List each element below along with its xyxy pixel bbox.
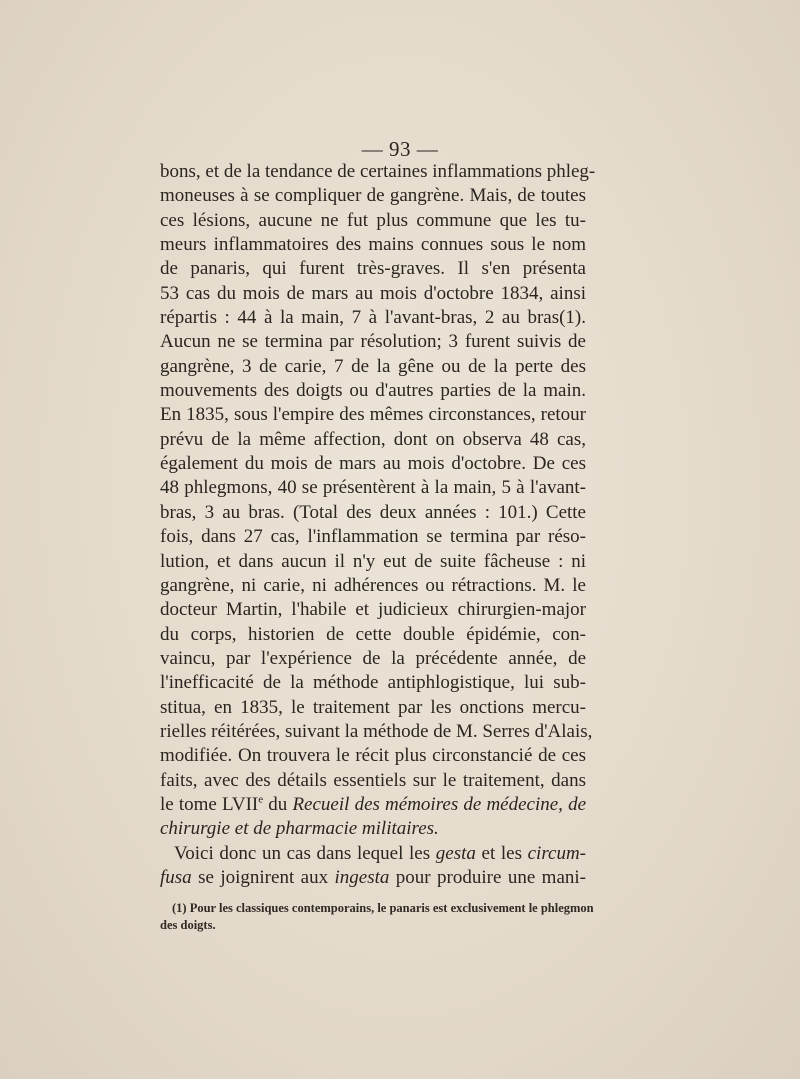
footnote-line: (1) Pour les classiques contemporains, le panaris est exclusivement le phlegmon [172,901,594,915]
text-line: lution, et dans aucun il n'y eut de suite fâcheuse : ni [160,550,586,572]
text-line [160,842,586,866]
text-segment: du [263,793,293,815]
text-line: Aucun ne se termina par résolution; 3 furent suivis de [160,331,586,353]
italic-title: Recueil des mémoires de médecine, de [292,793,587,815]
text-line: également du mois de mars au mois d'octobre. De ces [160,453,586,475]
text-line: fois, dans 27 cas, l'inflammation se termina par réso- [160,526,586,548]
text-line: 53 cas du mois de mars au mois d'octobre 1834, ainsi [160,282,586,304]
text-line: l'inefficacité de la méthode antiphlogistique, lui sub- [160,672,586,694]
text-line: mouvements des doigts ou d'autres parties de la main. [160,380,586,402]
italic-term: circum- [527,842,586,864]
footnote [160,900,594,934]
text-line [160,793,586,817]
body-text [160,160,596,890]
text-line: stitua, en 1835, le traitement par les onctions mercu- [160,696,586,718]
text-line: modifiée. On trouvera le récit plus circonstancié de ces [160,745,586,767]
footnote-line: des doigts. [160,918,216,932]
text-line: du corps, historien de cette double épidémie, con- [160,623,586,645]
text-line: moneuses à se compliquer de gangrène. Mais, de toutes [160,185,586,207]
text-line: bras, 3 au bras. (Total des deux années : 101.) Cette [160,501,586,523]
italic-title: chirurgie et de pharmacie militaires. [160,818,439,840]
text-line: faits, avec des détails essentiels sur le traitement, dans [160,769,586,791]
text-line: gangrène, ni carie, ni adhérences ou rétractions. M. le [160,574,586,596]
text-line: 48 phlegmons, 40 se présentèrent à la main, 5 à l'avant- [160,477,586,499]
text-segment: et les [475,842,528,864]
italic-term: fusa [160,866,192,888]
italic-term: ingesta [334,866,390,888]
text-line: prévu de la même affection, dont on observa 48 cas, [160,428,586,450]
text-line: répartis : 44 à la main, 7 à l'avant-bras, 2 au bras(1). [160,307,586,329]
text-line: bons, et de la tendance de certaines inflammations phleg- [160,161,596,182]
text-line [160,817,586,841]
text-segment: se joignirent aux [191,866,335,888]
text-segment: pour produire une mani- [389,866,586,888]
text-line [160,866,586,890]
text-line: rielles réitérées, suivant la méthode de M. Serres d'Alais, [160,720,593,742]
text-line: gangrène, 3 de carie, 7 de la gêne ou de la perte des [160,355,586,377]
text-segment: Voici donc un cas dans lequel les [174,842,436,864]
text-line: meurs inflammatoires des mains connues sous le nom [160,234,586,256]
text-line: En 1835, sous l'empire des mêmes circonstances, retour [160,404,586,426]
superscript: e [258,793,264,806]
text-line: ces lésions, aucune ne fut plus commune que les tu- [160,209,586,231]
text-line: docteur Martin, l'habile et judicieux chirurgien-major [160,599,586,621]
text-line: vaincu, par l'expérience de la précédente année, de [160,647,586,669]
text-line: de panaris, qui furent très-graves. Il s'en présenta [160,258,586,280]
italic-term: gesta [435,842,476,864]
page-number: — 93 — [361,137,439,161]
text-segment: le tome LVII [160,793,259,815]
